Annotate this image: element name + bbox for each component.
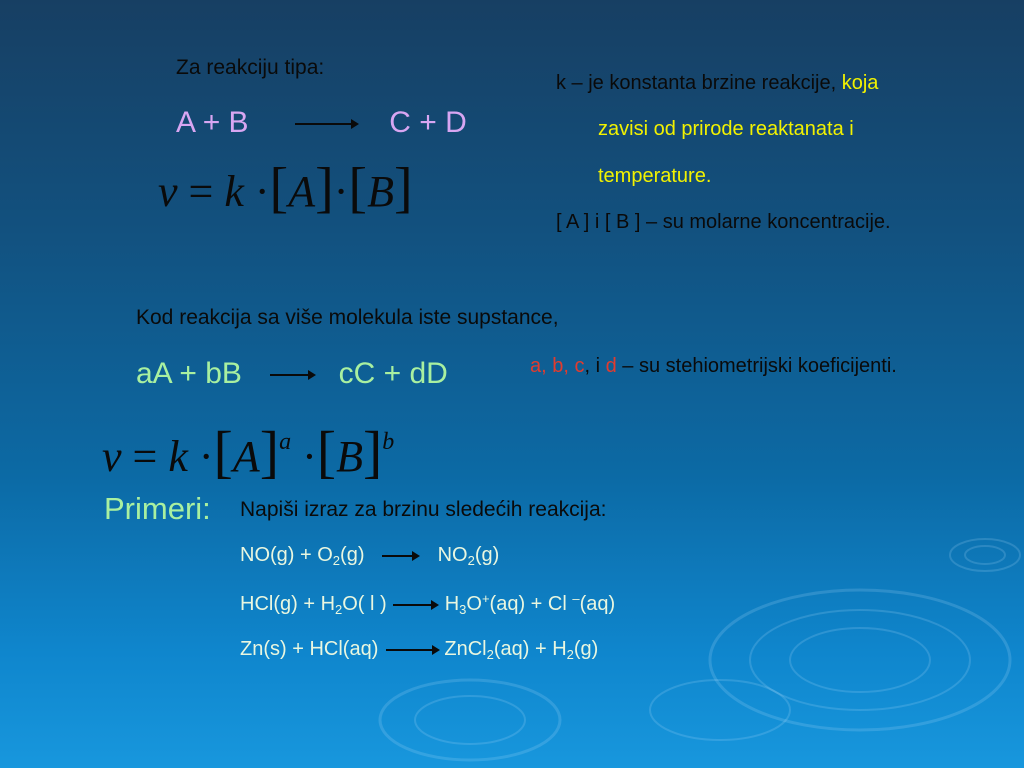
subscript: 2 [566,647,574,662]
bracket-close-icon: ] [393,157,413,219]
reaction-general-rhs: cC + dD [338,357,448,390]
rate-A: A [232,432,260,481]
example-reaction-1 [240,544,499,568]
bracket-open-icon: [ [348,157,368,219]
intro-text: Za reakciju tipa: [176,56,325,79]
reaction-arrow-icon [295,123,357,125]
r2-product-tail: (aq) [579,593,616,615]
explanation-line-2: zavisi od prirode reaktanata i [598,118,854,140]
reaction-arrow-icon [270,374,314,376]
bracket-open-icon: [ [269,157,289,219]
r1-reactants: NO(g) + O [240,544,333,566]
subscript: 3 [459,602,467,617]
examples-heading: Primeri: [104,491,211,526]
r2-product: H [444,593,460,615]
r3-product-mid: (aq) + H [493,638,567,660]
example-reaction-2 [240,591,615,617]
subscript: 2 [486,647,494,662]
subscript: 2 [332,553,341,568]
reaction-general [136,357,448,391]
reaction-simple [176,106,467,140]
r2-reactants: HCl(g) + H [240,593,336,615]
coefficients-note [530,355,897,378]
r3-reactants: Zn(s) + HCl(aq) [240,638,379,660]
coef-abc: a, b, c [530,355,585,377]
coef-sep: , i [584,355,601,377]
rate-v: v [102,432,122,481]
rate-dot: · [198,432,214,481]
r1-product-tail: (g) [474,544,500,566]
explanation-line-4: [ A ] i [ B ] – su molarne koncentracije. [556,211,891,233]
subscript: 2 [335,602,343,617]
multi-molecule-intro: Kod reakcija sa više molekula iste supstance, [136,306,559,329]
explanation-line-1 [556,72,878,95]
bracket-open-icon: [ [316,419,337,484]
explanation-highlight: koja [841,72,879,94]
rate-equals: = [132,432,158,481]
rate-dot: · [254,167,270,216]
superscript: + [481,591,490,606]
rate-equation-simple [158,157,413,220]
r2-reactants-tail: O( l ) [342,593,387,615]
coef-rest: – su stehiometrijski koeficijenti. [622,355,897,377]
rate-equals: = [188,167,214,216]
superscript: – [572,591,580,606]
reaction-arrow-icon [393,604,437,606]
r2-product-mid: (aq) + Cl [489,593,567,615]
examples-task: Napiši izraz za brzinu sledećih reakcija: [240,498,607,521]
bracket-close-icon: ] [259,419,280,484]
coef-d: d [605,355,617,377]
reaction-general-lhs: aA + bB [136,357,242,390]
rate-B: B [336,432,363,481]
exponent-b: b [382,429,395,455]
r1-product: NO [437,544,468,566]
bracket-close-icon: ] [315,157,334,219]
example-reaction-3 [240,638,598,662]
rate-k: k [224,167,244,216]
explanation-text: k – je konstanta brzine reakcije, [556,72,837,94]
rate-B: B [367,167,394,216]
bracket-open-icon: [ [213,419,233,484]
reaction-arrow-icon [386,649,438,651]
rate-equation-general [102,412,394,487]
r1-reactants-tail: (g) [340,544,365,566]
subscript: 2 [467,553,475,568]
rate-v: v [158,167,178,216]
rate-dot: · [333,167,349,216]
r2-product-o: O [466,593,482,615]
r3-product-tail: (g) [573,638,599,660]
explanation-line-3: temperature. [598,165,712,187]
bracket-close-icon: ] [362,419,383,484]
reaction-arrow-icon [382,555,418,557]
rate-A: A [288,167,316,216]
rate-dot: · [302,432,317,481]
reaction-simple-lhs: A + B [176,106,249,139]
r3-product: ZnCl [444,638,487,660]
rate-k: k [168,432,188,481]
exponent-a: a [279,429,292,455]
reaction-simple-rhs: C + D [389,106,467,139]
